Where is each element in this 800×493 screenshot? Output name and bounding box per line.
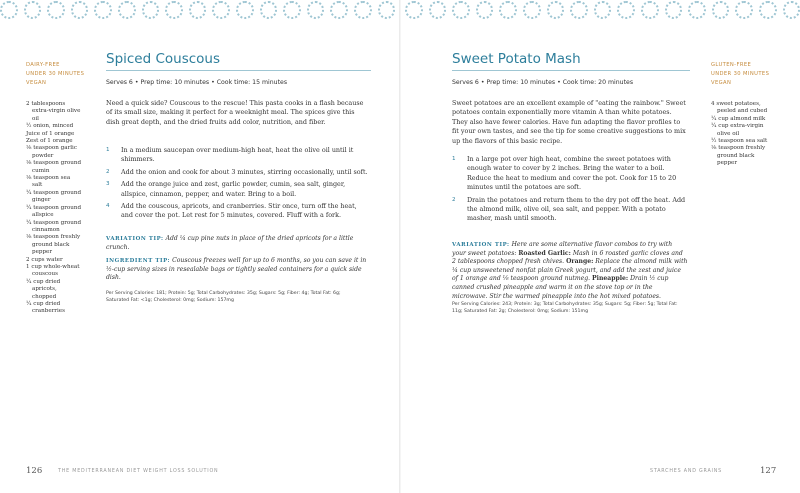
left-ingredient-list bbox=[26, 101, 82, 316]
ingredient-tip bbox=[106, 257, 368, 283]
tag: DAIRY-FREE bbox=[26, 62, 60, 68]
tip-text: Couscous freezes well for up to 6 months, so you can save it in ½-cup serving sizes in resealable bags or tightly sealed containers for a quick side dish. bbox=[106, 257, 367, 282]
tip-text: Here are some alternative flavor combos to try with your sweet potatoes: bbox=[452, 241, 673, 257]
step-text: Add the couscous, apricots, and cranberries. Stir once, turn off the heat, and cover the pot. Let rest for 5 minutes, covered. Fluff with a fork. bbox=[121, 202, 357, 220]
tip-label: VARIATION TIP: bbox=[452, 242, 510, 248]
step-text: Add the onion and cook for about 3 minutes, stirring occasionally, until soft. bbox=[121, 167, 368, 176]
step-text: In a large pot over high heat, combine the sweet potatoes with enough water to cover by 2 inches. Bring the water to a boil. Reduce the heat to medium and cover the pot. Cook for 15 to 20 minutes until the potatoes are soft. bbox=[467, 155, 677, 192]
right-ingredient-list bbox=[711, 101, 773, 168]
page-number: 126 bbox=[26, 466, 43, 476]
ingredient-item: 2 cups water bbox=[26, 256, 63, 263]
tip-option-label: Orange: bbox=[566, 258, 594, 266]
ingredient-item: ½ onion, minced bbox=[26, 123, 74, 130]
tag: GLUTEN-FREE bbox=[711, 62, 752, 68]
tag: UNDER 30 MINUTES bbox=[711, 71, 770, 77]
ingredient-item: 2 tablespoons extra-virgin olive oil bbox=[26, 101, 81, 122]
ingredient-item: ¼ teaspoon ground cinnamon bbox=[26, 219, 82, 233]
step-text: Add the orange juice and zest, garlic powder, cumin, sea salt, ginger, allspice, cinnamon, pepper, and water. Bring to a boil. bbox=[121, 180, 346, 198]
ingredient-item: ⅛ teaspoon sea salt bbox=[26, 175, 71, 189]
tip-text: Add ¼ cup pine nuts in place of the dried apricots for a little crunch. bbox=[106, 235, 354, 251]
title-rule bbox=[106, 70, 371, 71]
tip-label: INGREDIENT TIP: bbox=[106, 258, 171, 264]
nutrition-info: Per Serving Calories: 243; Protein: 3g; Total Carbohydrates: 35g; Sugars: 5g; Fiber: 5g; Total Fat: 11g; Saturated Fat: 2g; Cholesterol: 0mg; Sodium: 151mg bbox=[452, 302, 678, 314]
recipe-title: Sweet Potato Mash bbox=[452, 51, 581, 67]
step-number: 2 bbox=[452, 196, 456, 203]
step-item bbox=[106, 202, 368, 221]
right-tags bbox=[711, 61, 769, 88]
book-gutter bbox=[399, 0, 401, 493]
running-head: THE MEDITERRANEAN DIET WEIGHT LOSS SOLUTION bbox=[58, 469, 219, 474]
recipe-steps bbox=[452, 155, 688, 227]
step-number: 4 bbox=[106, 203, 110, 210]
step-number: 3 bbox=[106, 181, 110, 188]
step-number: 1 bbox=[106, 147, 110, 153]
tag: VEGAN bbox=[711, 80, 732, 86]
left-tags bbox=[26, 61, 84, 88]
top-decoration-right bbox=[405, 0, 800, 22]
ingredient-item: ¼ teaspoon ground ginger bbox=[26, 189, 82, 204]
tip-option-text: Mash in 6 roasted garlic cloves and 2 tablespoons chopped fresh chives. bbox=[452, 249, 683, 266]
recipe-serves: Serves 6 • Prep time: 10 minutes • Cook time: 20 minutes bbox=[452, 79, 634, 86]
running-head: STARCHES AND GRAINS bbox=[650, 469, 723, 474]
recipe-intro: Need a quick side? Couscous to the rescue! This pasta cooks in a flash because of its small size, making it perfect for a weeknight meal. The spices give this dish great depth, and the dried fruits add color, nutrition, and fiber. bbox=[106, 99, 364, 126]
step-item bbox=[106, 146, 368, 165]
title-rule bbox=[452, 70, 690, 71]
top-decoration-left bbox=[0, 0, 395, 22]
ingredient-item: ¼ cup dried cranberries bbox=[26, 300, 65, 315]
ingredient-item: ½ teaspoon sea salt bbox=[711, 138, 768, 145]
ingredient-item: ¼ cup extra-virgin olive oil bbox=[711, 123, 764, 137]
step-text: Drain the potatoes and return them to the dry pot off the heat. Add the almond milk, olive oil, sea salt, and pepper. With a potato masher, mash until smooth. bbox=[467, 195, 686, 223]
variation-tip bbox=[106, 235, 368, 252]
tip-label: VARIATION TIP: bbox=[106, 236, 164, 242]
page-number: 127 bbox=[760, 466, 777, 476]
recipe-intro: Sweet potatoes are an excellent example of "eating the rainbow." Sweet potatoes contain exponentially more vitamin A than white potatoes. They also have fewer calories. Have fun adapting the flavor profiles to fit your own tastes, and see the tip for some creative suggestions to mix up the flavors of this basic recipe. bbox=[452, 99, 686, 145]
ingredient-item: 4 sweet potatoes, peeled and cubed bbox=[711, 101, 768, 115]
recipe-title: Spiced Couscous bbox=[106, 51, 221, 67]
tip-option-label: Roasted Garlic: bbox=[518, 249, 571, 257]
nutrition-info: Per Serving Calories: 181; Protein: 5g; Total Carbohydrates: 35g; Sugars: 5g; Fiber: 4g; Total Fat: 6g; Saturated Fat: <1g; Cholesterol: 0mg; Sodium: 157mg bbox=[106, 291, 341, 303]
recipe-steps bbox=[106, 146, 368, 224]
ingredient-item: Zest of 1 orange bbox=[26, 138, 73, 145]
ingredient-item: ¼ cup almond milk bbox=[711, 115, 766, 122]
step-text: In a medium saucepan over medium-high heat, heat the olive oil until it shimmers. bbox=[121, 146, 354, 164]
step-item bbox=[106, 168, 368, 177]
ingredient-item: ¼ teaspoon ground allspice bbox=[26, 204, 82, 219]
tip-option-text: Replace the almond milk with ¼ cup unsweetened nonfat plain Greek yogurt, and add the zest and juice of 1 orange and ⅛ teaspoon ground nutmeg. bbox=[452, 258, 688, 283]
tag: UNDER 30 MINUTES bbox=[26, 71, 85, 77]
ingredient-item: ⅛ teaspoon garlic powder bbox=[26, 145, 77, 159]
variation-tip bbox=[452, 241, 688, 301]
ingredient-item: ⅛ teaspoon freshly ground black pepper bbox=[26, 234, 81, 256]
ingredient-item: ¼ cup dried apricots, chopped bbox=[26, 278, 61, 300]
ingredient-item: Juice of 1 orange bbox=[26, 130, 75, 137]
step-item bbox=[452, 196, 688, 224]
tip-option-label: Pineapple: bbox=[592, 275, 629, 283]
ingredient-item: ⅛ teaspoon freshly ground black pepper bbox=[711, 145, 766, 167]
recipe-serves: Serves 6 • Prep time: 10 minutes • Cook time: 15 minutes bbox=[106, 79, 288, 86]
tag: VEGAN bbox=[26, 80, 47, 86]
ingredient-item: ⅛ teaspoon ground cumin bbox=[26, 160, 82, 174]
step-item bbox=[452, 155, 688, 193]
step-number: 1 bbox=[452, 156, 456, 162]
tip-option-text: Drain ½ cup canned crushed pineapple and warm it on the stove top or in the microwave. Stir the warmed pineapple into the hot mixed potatoes. bbox=[452, 275, 669, 300]
step-number: 2 bbox=[106, 168, 110, 175]
step-item bbox=[106, 180, 368, 199]
ingredient-item: 1 cup whole-wheat couscous bbox=[26, 263, 80, 278]
